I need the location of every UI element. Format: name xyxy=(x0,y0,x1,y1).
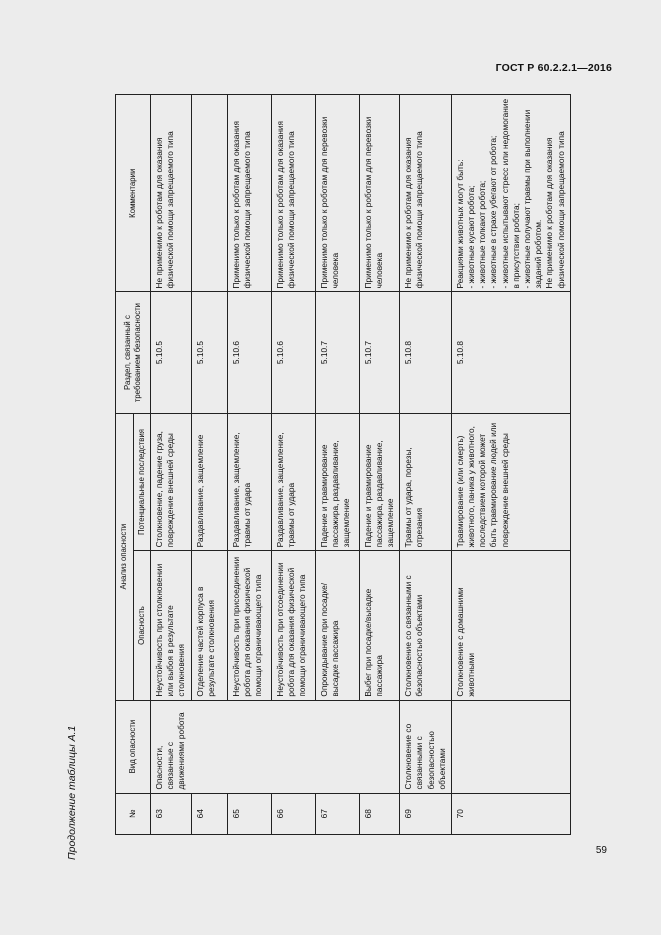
row-num: 70 xyxy=(451,793,570,834)
row-hazard: Неустойчивость при присоединении робота для оказания физической помощи ограничивающего типа xyxy=(227,551,271,700)
row-comments: Не применимо к роботам для оказания физической помощи запрещаемого типа xyxy=(151,95,192,293)
list-item: - животные кусают робота; xyxy=(466,185,477,289)
comment-intro: Реакциями животных могут быть: xyxy=(454,159,465,289)
row-hazard-type: Столкновение со связанными с безопасностью объектами xyxy=(400,700,452,793)
list-item: - животные в страхе убегают от робота; xyxy=(488,135,499,289)
page-number: 59 xyxy=(595,845,607,856)
row-section: 5.10.8 xyxy=(400,292,452,413)
row-hazard: Отделение частей корпуса в результате столкновения xyxy=(191,551,227,700)
row-consequences: Падение и травмирование пассажира, раздавливание, защемление xyxy=(315,413,359,551)
row-hazard: Неустойчивость при столкновении или выбоя в результате столкновения xyxy=(151,551,192,700)
row-hazard: Столкновение с домашними животными xyxy=(451,551,570,700)
row-consequences: Раздавливание, защемление, травмы от удара xyxy=(271,413,315,551)
row-num: 68 xyxy=(359,793,400,834)
row-comments xyxy=(191,95,227,293)
row-hazard-type: Опасности, связанные с движениями робота xyxy=(151,700,400,793)
row-hazard: Выбег при посадке/высадке пассажира xyxy=(359,551,400,700)
row-consequences: Столкновение, падение груза, повреждение внешней среды xyxy=(151,413,192,551)
row-comments xyxy=(451,95,570,293)
row-hazard: Столкновение со связанными с безопасностью объектами xyxy=(400,551,452,700)
list-item: - животные получают травмы при выполнении заданий роботом. xyxy=(522,109,544,289)
header-hazard-type: Вид опасности xyxy=(116,700,151,793)
row-num: 63 xyxy=(151,793,192,834)
row-comments: Применимо только к роботам для оказания физической помощи запрещаемого типа xyxy=(271,95,315,293)
table-row xyxy=(151,95,192,835)
row-section: 5.10.8 xyxy=(451,292,570,413)
list-item: - животные испытывают стресс или недомогание в присутствии робота; xyxy=(499,98,521,289)
row-consequences: Травмирование (или смерть) животного, паника у животного, последствием которой может быть травмирование людей или повреждение внешней среды xyxy=(451,413,570,551)
row-section: 5.10.7 xyxy=(315,292,359,413)
row-consequences: Травмы от удара, порезы, отрезания xyxy=(400,413,452,551)
row-comments: Применимо только к роботам для перевозки человека xyxy=(359,95,400,293)
row-hazard: Неустойчивость при отсоединении робота для оказания физической помощи ограничивающего типа xyxy=(271,551,315,700)
header-analysis: Анализ опасности xyxy=(116,413,134,700)
header-section: Раздел, связанный с требованием безопасности xyxy=(116,292,151,413)
row-comments: Применимо только к роботам для оказания физической помощи запрещаемого типа xyxy=(227,95,271,293)
list-item: - животные толкают робота; xyxy=(477,180,488,289)
table-row xyxy=(451,95,570,835)
row-comments: Применимо только к роботам для перевозки человека xyxy=(315,95,359,293)
row-num: 69 xyxy=(400,793,452,834)
table-caption: Продолжение таблицы А.1 xyxy=(66,725,78,860)
row-section: 5.10.5 xyxy=(191,292,227,413)
comment-tail: Не применимо к роботам для оказания физической помощи запрещаемого типа xyxy=(544,131,566,289)
row-num: 65 xyxy=(227,793,271,834)
row-consequences: Раздавливание, защемление xyxy=(191,413,227,551)
header-comments: Комментарии xyxy=(116,95,151,293)
row-hazard-type xyxy=(451,700,570,793)
row-comments: Не применимо к роботам для оказания физической помощи запрещаемого типа xyxy=(400,95,452,293)
row-consequences: Раздавливание, защемление, травмы от удара xyxy=(227,413,271,551)
row-consequences: Падение и травмирование пассажира, раздавливание, защемление xyxy=(359,413,400,551)
row-section: 5.10.7 xyxy=(359,292,400,413)
row-hazard: Опрокидывание при посадке/высадке пассажира xyxy=(315,551,359,700)
row-num: 64 xyxy=(191,793,227,834)
header-consequences: Потенциальные последствия xyxy=(133,413,151,551)
row-section: 5.10.6 xyxy=(227,292,271,413)
reaction-list xyxy=(466,98,544,289)
row-section: 5.10.5 xyxy=(151,292,192,413)
header-num: № xyxy=(116,793,151,834)
caption-wrapper xyxy=(52,100,92,860)
hazard-table xyxy=(115,94,571,835)
header-hazard: Опасность xyxy=(133,551,151,700)
row-num: 66 xyxy=(271,793,315,834)
row-num: 67 xyxy=(315,793,359,834)
row-section: 5.10.6 xyxy=(271,292,315,413)
rotated-table-wrapper xyxy=(115,94,566,835)
document-standard: ГОСТ Р 60.2.2.1—2016 xyxy=(495,62,612,74)
table-row xyxy=(400,95,452,835)
